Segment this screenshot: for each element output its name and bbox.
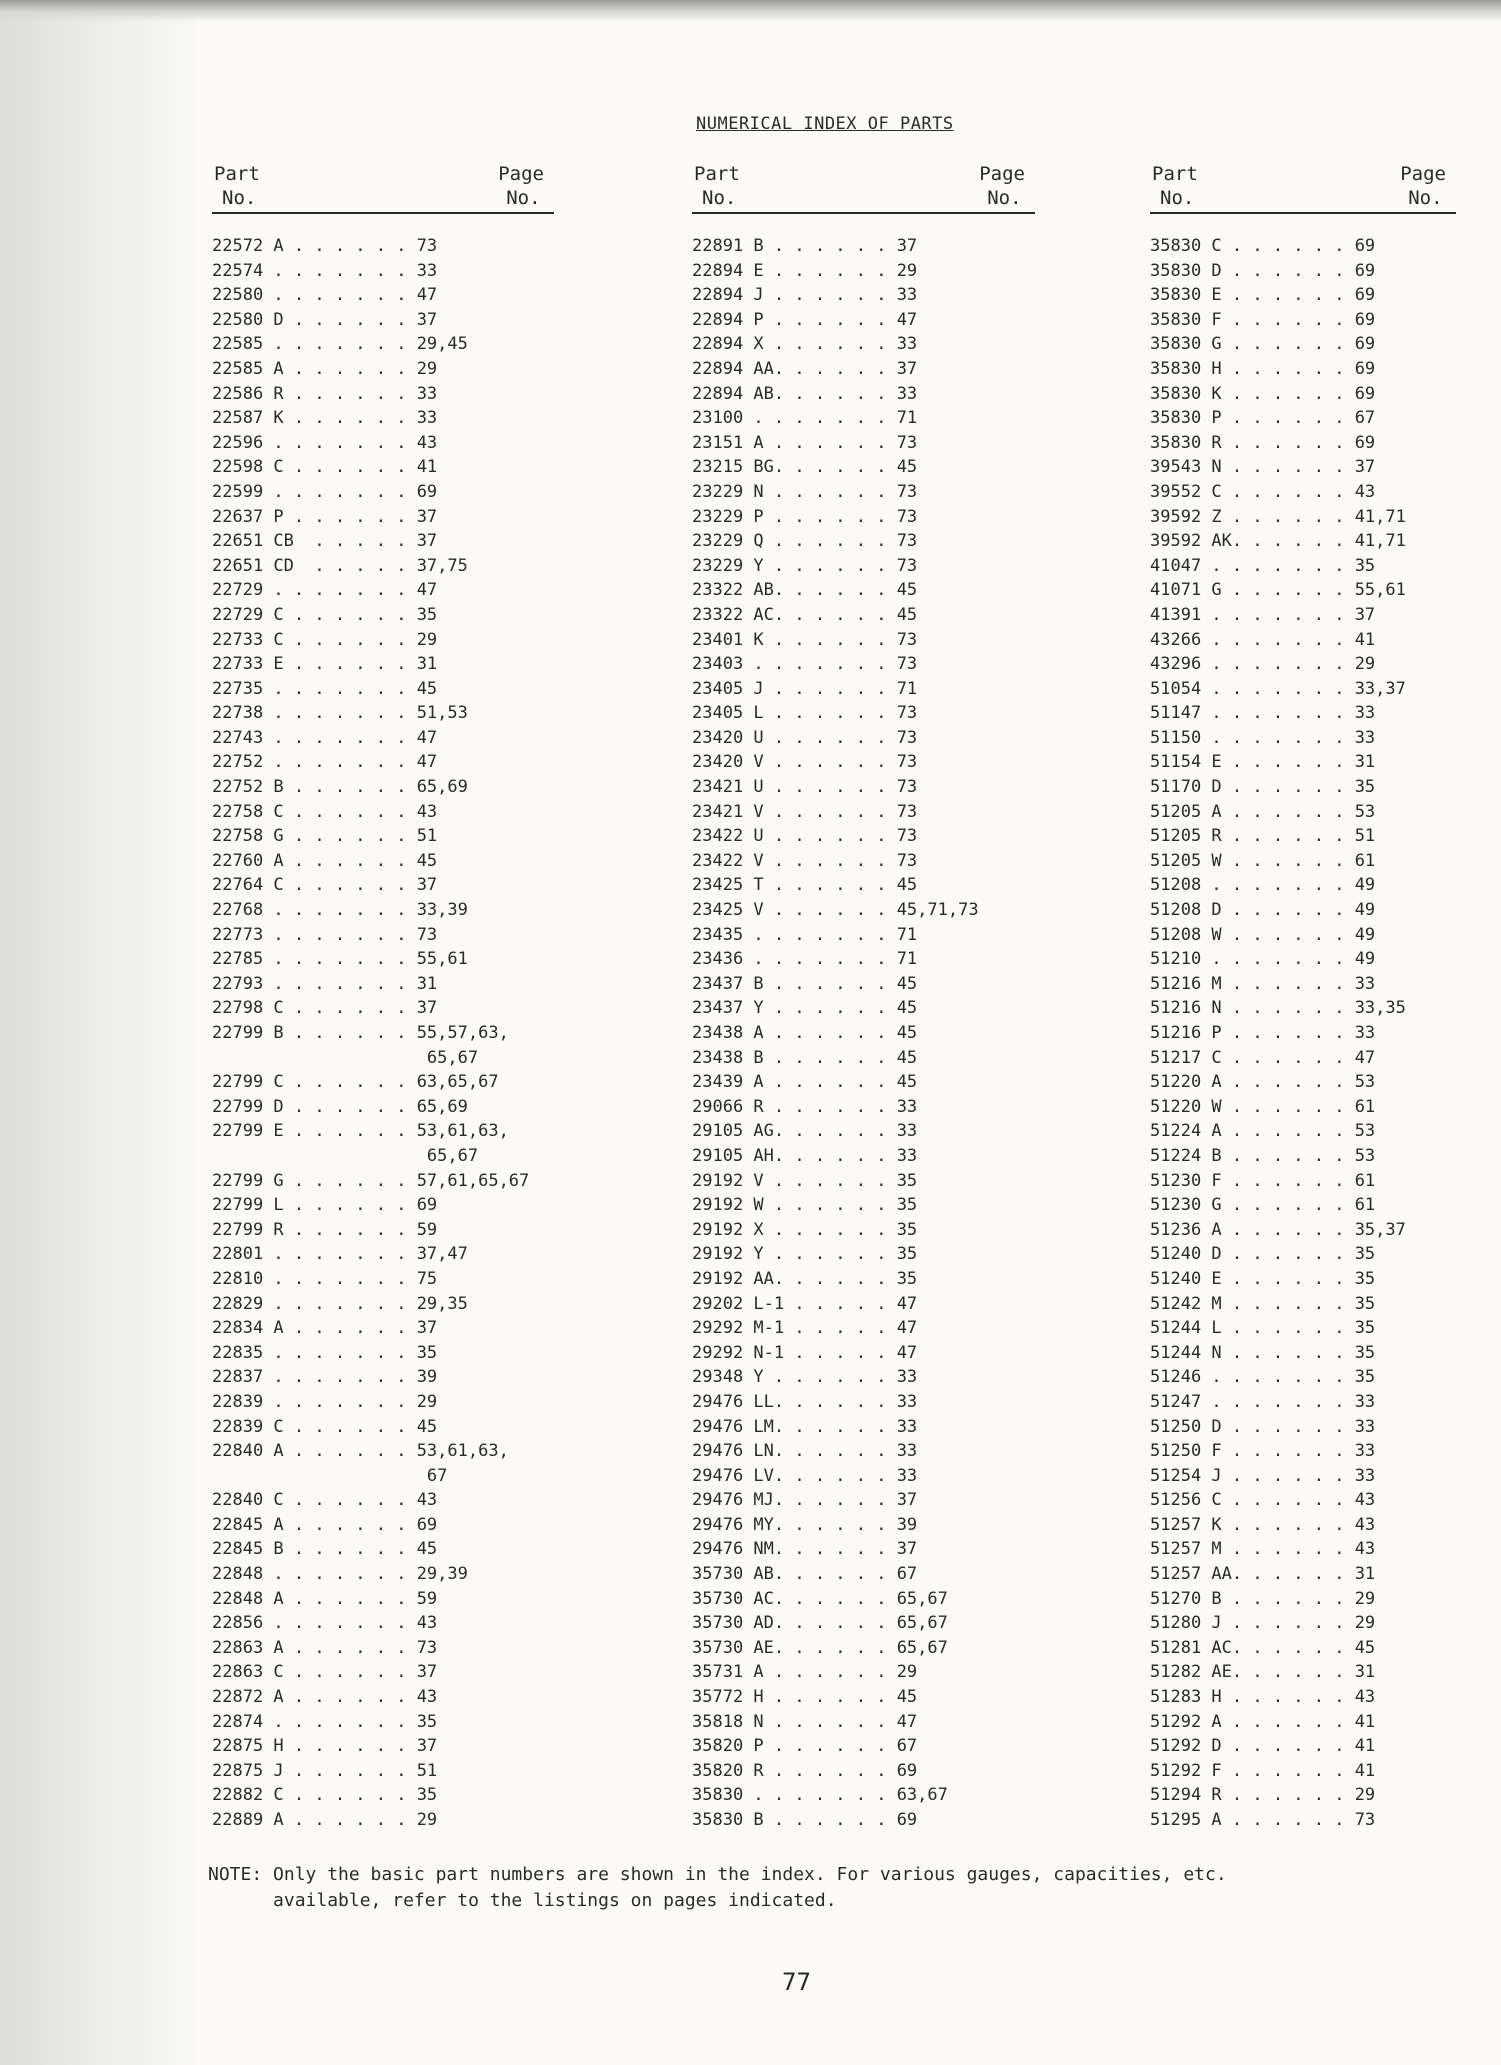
index-entry: 29476 MJ. . . . . . 37 — [692, 1490, 918, 1511]
index-entry: 51205 R . . . . . . 51 — [1150, 826, 1376, 847]
index-column-2 — [692, 162, 1035, 1833]
index-entry: 23438 A . . . . . . 45 — [692, 1023, 918, 1043]
index-entry: 51217 C . . . . . . 47 — [1150, 1047, 1376, 1068]
index-entry: 22758 C . . . . . . 43 — [212, 801, 438, 822]
index-entry: 29476 MY. . . . . . 39 — [692, 1514, 918, 1535]
index-entry: 22738 . . . . . . . 51,53 — [212, 703, 468, 724]
index-entry: 51294 R . . . . . . 29 — [1150, 1785, 1376, 1806]
index-column-1 — [212, 162, 554, 1833]
index-entry: 22729 . . . . . . . 47 — [212, 580, 438, 601]
index-entry: 51147 . . . . . . . 33 — [1150, 703, 1376, 724]
index-entry: 22848 . . . . . . . 29,39 — [212, 1564, 468, 1585]
index-entry: 23425 V . . . . . . 45,71,73 — [692, 900, 979, 921]
index-entry: 35820 P . . . . . . 67 — [692, 1736, 918, 1757]
index-entry: 51270 B . . . . . . 29 — [1150, 1588, 1376, 1609]
index-entry: 22810 . . . . . . . 75 — [212, 1268, 438, 1289]
index-entry: 51230 F . . . . . . 61 — [1150, 1170, 1376, 1191]
index-entry: 22799 L . . . . . . 69 — [212, 1195, 438, 1216]
index-entry: 22729 C . . . . . . 35 — [212, 604, 438, 625]
index-entry: 51250 F . . . . . . 33 — [1150, 1441, 1376, 1462]
index-rows — [212, 234, 554, 1833]
index-entry: 22580 . . . . . . . 47 — [212, 285, 438, 306]
page-no-heading: Page No. — [498, 163, 544, 209]
index-entry: 23229 Y . . . . . . 73 — [692, 555, 918, 576]
index-rows — [1150, 234, 1456, 1833]
index-entry: 51208 . . . . . . . 49 — [1150, 875, 1376, 896]
index-entry: 51242 M . . . . . . 35 — [1150, 1293, 1376, 1314]
index-entry: 51216 N . . . . . . 33,35 — [1150, 998, 1406, 1019]
index-entry: 23435 . . . . . . . 71 — [692, 924, 918, 945]
part-no-heading: Part No. — [694, 163, 740, 209]
footnote: NOTE: Only the basic part numbers are shown in the index. For various gauges, capacities, etc. available, refer to the listings on pages indicated. — [208, 1864, 1227, 1911]
index-entry: 23439 A . . . . . . 45 — [692, 1072, 918, 1093]
index-entry: 22599 . . . . . . . 69 — [212, 481, 438, 502]
index-entry: 35830 B . . . . . . 69 — [692, 1810, 918, 1830]
index-entry: 35772 H . . . . . . 45 — [692, 1687, 918, 1708]
index-entry: 22743 . . . . . . . 47 — [212, 727, 438, 748]
index-entry: 23403 . . . . . . . 73 — [692, 654, 918, 675]
index-entry: 35730 AD. . . . . . 65,67 — [692, 1613, 948, 1634]
index-entry: 22798 C . . . . . . 37 — [212, 998, 438, 1019]
index-entry: 22586 R . . . . . . 33 — [212, 383, 438, 404]
index-entry: 39552 C . . . . . . 43 — [1150, 481, 1376, 502]
index-entry: 29476 LN. . . . . . 33 — [692, 1441, 918, 1462]
column-header — [212, 162, 554, 214]
index-entry: 22839 C . . . . . . 45 — [212, 1416, 438, 1437]
index-entry: 51292 F . . . . . . 41 — [1150, 1760, 1376, 1781]
index-column-3 — [1150, 162, 1456, 1833]
index-entry: 51295 A . . . . . . 73 — [1150, 1810, 1376, 1830]
index-entry: 29348 Y . . . . . . 33 — [692, 1367, 918, 1388]
index-entry: 22574 . . . . . . . 33 — [212, 260, 438, 281]
index-entry: 22801 . . . . . . . 37,47 — [212, 1244, 468, 1265]
index-entry: 23422 U . . . . . . 73 — [692, 826, 918, 847]
index-entry: 22773 . . . . . . . 73 — [212, 924, 438, 945]
index-entry: 22651 CD . . . . . 37,75 — [212, 555, 468, 576]
index-entry: 23229 Q . . . . . . 73 — [692, 531, 918, 552]
index-entry: 29292 M-1 . . . . . 47 — [692, 1318, 918, 1339]
index-entry: 23422 V . . . . . . 73 — [692, 850, 918, 871]
index-entry: 39592 Z . . . . . . 41,71 — [1150, 506, 1406, 527]
index-entry: 35818 N . . . . . . 47 — [692, 1711, 918, 1732]
column-header — [1150, 162, 1456, 214]
index-entry: 22793 . . . . . . . 31 — [212, 973, 438, 994]
index-entry: 51154 E . . . . . . 31 — [1150, 752, 1376, 773]
index-entry: 51280 J . . . . . . 29 — [1150, 1613, 1376, 1634]
index-entry: 22785 . . . . . . . 55,61 — [212, 949, 468, 970]
index-entry: 39592 AK. . . . . . 41,71 — [1150, 531, 1406, 552]
index-entry: 51216 M . . . . . . 33 — [1150, 973, 1376, 994]
index-entry: 29476 LL. . . . . . 33 — [692, 1391, 918, 1412]
index-entry: 22758 G . . . . . . 51 — [212, 826, 438, 847]
index-entry: 35730 AC. . . . . . 65,67 — [692, 1588, 948, 1609]
index-entry: 22894 X . . . . . . 33 — [692, 334, 918, 355]
index-entry: 23401 K . . . . . . 73 — [692, 629, 918, 650]
part-no-heading: Part No. — [1152, 163, 1198, 209]
index-entry: 22837 . . . . . . . 39 — [212, 1367, 438, 1388]
index-entry: 22891 B . . . . . . 37 — [692, 236, 918, 256]
index-entry: 51208 W . . . . . . 49 — [1150, 924, 1376, 945]
index-entry: 51292 A . . . . . . 41 — [1150, 1711, 1376, 1732]
index-entry: 22882 C . . . . . . 35 — [212, 1785, 438, 1806]
index-entry: 35830 H . . . . . . 69 — [1150, 358, 1376, 379]
index-entry: 29192 V . . . . . . 35 — [692, 1170, 918, 1191]
index-entry: 51257 K . . . . . . 43 — [1150, 1514, 1376, 1535]
index-entry: 22894 AB. . . . . . 33 — [692, 383, 918, 404]
index-entry: 41071 G . . . . . . 55,61 — [1150, 580, 1406, 601]
index-entry: 51257 AA. . . . . . 31 — [1150, 1564, 1376, 1585]
page-no-heading: Page No. — [1400, 163, 1446, 209]
scanned-page-shadow — [0, 0, 195, 2065]
index-entry: 51210 . . . . . . . 49 — [1150, 949, 1376, 970]
index-entry: 22799 D . . . . . . 65,69 — [212, 1096, 468, 1117]
index-entry: 29105 AH. . . . . . 33 — [692, 1145, 918, 1166]
index-entry: 22799 G . . . . . . 57,61,65,67 — [212, 1170, 530, 1191]
index-entry: 35731 A . . . . . . 29 — [692, 1662, 918, 1683]
index-entry: 29105 AG. . . . . . 33 — [692, 1121, 918, 1142]
index-entry: 51205 W . . . . . . 61 — [1150, 850, 1376, 871]
index-entry: 35820 R . . . . . . 69 — [692, 1760, 918, 1781]
index-entry: 51240 E . . . . . . 35 — [1150, 1268, 1376, 1289]
index-entry: 22835 . . . . . . . 35 — [212, 1342, 438, 1363]
index-entry: 22651 CB . . . . . 37 — [212, 531, 438, 552]
index-entry: 22637 P . . . . . . 37 — [212, 506, 438, 527]
index-entry: 22840 A . . . . . . 53,61,63, 67 — [212, 1441, 509, 1486]
index-entry: 51150 . . . . . . . 33 — [1150, 727, 1376, 748]
index-entry: 29192 X . . . . . . 35 — [692, 1219, 918, 1240]
index-entry: 23322 AC. . . . . . 45 — [692, 604, 918, 625]
index-entry: 22845 B . . . . . . 45 — [212, 1539, 438, 1560]
index-entry: 22733 C . . . . . . 29 — [212, 629, 438, 650]
index-entry: 35830 E . . . . . . 69 — [1150, 285, 1376, 306]
index-entry: 22894 P . . . . . . 47 — [692, 309, 918, 330]
index-entry: 23420 U . . . . . . 73 — [692, 727, 918, 748]
index-entry: 23437 Y . . . . . . 45 — [692, 998, 918, 1019]
index-entry: 51246 . . . . . . . 35 — [1150, 1367, 1376, 1388]
index-entry: 29476 NM. . . . . . 37 — [692, 1539, 918, 1560]
index-entry: 51240 D . . . . . . 35 — [1150, 1244, 1376, 1265]
index-entry: 22735 . . . . . . . 45 — [212, 678, 438, 699]
index-entry: 22848 A . . . . . . 59 — [212, 1588, 438, 1609]
index-entry: 29192 AA. . . . . . 35 — [692, 1268, 918, 1289]
index-entry: 51170 D . . . . . . 35 — [1150, 777, 1376, 798]
index-entry: 51216 P . . . . . . 33 — [1150, 1023, 1376, 1043]
index-entry: 51257 M . . . . . . 43 — [1150, 1539, 1376, 1560]
index-entry: 51256 C . . . . . . 43 — [1150, 1490, 1376, 1511]
index-entry: 22585 A . . . . . . 29 — [212, 358, 438, 379]
index-entry: 23229 P . . . . . . 73 — [692, 506, 918, 527]
index-entry: 35830 K . . . . . . 69 — [1150, 383, 1376, 404]
index-entry: 29292 N-1 . . . . . 47 — [692, 1342, 918, 1363]
index-entry: 51236 A . . . . . . 35,37 — [1150, 1219, 1406, 1240]
index-entry: 22598 C . . . . . . 41 — [212, 457, 438, 478]
index-entry: 22894 E . . . . . . 29 — [692, 260, 918, 281]
index-entry: 22834 A . . . . . . 37 — [212, 1318, 438, 1339]
index-entry: 22875 H . . . . . . 37 — [212, 1736, 438, 1757]
index-entry: 23438 B . . . . . . 45 — [692, 1047, 918, 1068]
index-entry: 22840 C . . . . . . 43 — [212, 1490, 438, 1511]
index-entry: 51254 J . . . . . . 33 — [1150, 1465, 1376, 1486]
index-entry: 22596 . . . . . . . 43 — [212, 432, 438, 453]
scanned-top-edge — [0, 0, 1501, 22]
index-entry: 51282 AE. . . . . . 31 — [1150, 1662, 1376, 1683]
index-entry: 22863 A . . . . . . 73 — [212, 1637, 438, 1658]
index-entry: 22829 . . . . . . . 29,35 — [212, 1293, 468, 1314]
index-entry: 22572 A . . . . . . 73 — [212, 236, 438, 256]
index-entry: 22856 . . . . . . . 43 — [212, 1613, 438, 1634]
index-entry: 35830 . . . . . . . 63,67 — [692, 1785, 948, 1806]
index-entry: 23405 L . . . . . . 73 — [692, 703, 918, 724]
index-entry: 51220 A . . . . . . 53 — [1150, 1072, 1376, 1093]
index-entry: 23421 V . . . . . . 73 — [692, 801, 918, 822]
index-entry: 43266 . . . . . . . 41 — [1150, 629, 1376, 650]
page-no-heading: Page No. — [979, 163, 1025, 209]
index-entry: 22752 B . . . . . . 65,69 — [212, 777, 468, 798]
index-entry: 39543 N . . . . . . 37 — [1150, 457, 1376, 478]
index-entry: 22580 D . . . . . . 37 — [212, 309, 438, 330]
index-entry: 51244 L . . . . . . 35 — [1150, 1318, 1376, 1339]
index-entry: 29192 W . . . . . . 35 — [692, 1195, 918, 1216]
index-entry: 29202 L-1 . . . . . 47 — [692, 1293, 918, 1314]
index-entry: 29066 R . . . . . . 33 — [692, 1096, 918, 1117]
index-entry: 23322 AB. . . . . . 45 — [692, 580, 918, 601]
index-entry: 29476 LM. . . . . . 33 — [692, 1416, 918, 1437]
index-entry: 51208 D . . . . . . 49 — [1150, 900, 1376, 921]
part-no-heading: Part No. — [214, 163, 260, 209]
index-entry: 29476 LV. . . . . . 33 — [692, 1465, 918, 1486]
index-entry: 41047 . . . . . . . 35 — [1150, 555, 1376, 576]
index-entry: 23420 V . . . . . . 73 — [692, 752, 918, 773]
index-entry: 22752 . . . . . . . 47 — [212, 752, 438, 773]
index-entry: 35730 AB. . . . . . 67 — [692, 1564, 918, 1585]
index-entry: 23437 B . . . . . . 45 — [692, 973, 918, 994]
index-entry: 51250 D . . . . . . 33 — [1150, 1416, 1376, 1437]
index-entry: 22799 C . . . . . . 63,65,67 — [212, 1072, 499, 1093]
index-entry: 23421 U . . . . . . 73 — [692, 777, 918, 798]
index-entry: 35830 R . . . . . . 69 — [1150, 432, 1376, 453]
index-entry: 22799 E . . . . . . 53,61,63, 65,67 — [212, 1121, 509, 1166]
index-entry: 51244 N . . . . . . 35 — [1150, 1342, 1376, 1363]
index-entry: 23229 N . . . . . . 73 — [692, 481, 918, 502]
index-entry: 22894 AA. . . . . . 37 — [692, 358, 918, 379]
index-entry: 35830 D . . . . . . 69 — [1150, 260, 1376, 281]
index-entry: 22585 . . . . . . . 29,45 — [212, 334, 468, 355]
column-header — [692, 162, 1035, 214]
index-entry: 22839 . . . . . . . 29 — [212, 1391, 438, 1412]
index-entry: 51292 D . . . . . . 41 — [1150, 1736, 1376, 1757]
index-entry: 41391 . . . . . . . 37 — [1150, 604, 1376, 625]
index-entry: 51224 B . . . . . . 53 — [1150, 1145, 1376, 1166]
index-entry: 22760 A . . . . . . 45 — [212, 850, 438, 871]
index-entry: 51054 . . . . . . . 33,37 — [1150, 678, 1406, 699]
index-entry: 43296 . . . . . . . 29 — [1150, 654, 1376, 675]
index-entry: 22587 K . . . . . . 33 — [212, 408, 438, 429]
index-entry: 23100 . . . . . . . 71 — [692, 408, 918, 429]
index-entry: 51205 A . . . . . . 53 — [1150, 801, 1376, 822]
index-entry: 22768 . . . . . . . 33,39 — [212, 900, 468, 921]
index-entry: 22863 C . . . . . . 37 — [212, 1662, 438, 1683]
index-entry: 35830 C . . . . . . 69 — [1150, 236, 1376, 256]
index-entry: 51230 G . . . . . . 61 — [1150, 1195, 1376, 1216]
index-rows — [692, 234, 1035, 1833]
index-entry: 22799 B . . . . . . 55,57,63, 65,67 — [212, 1023, 509, 1068]
index-entry: 23151 A . . . . . . 73 — [692, 432, 918, 453]
index-entry: 51220 W . . . . . . 61 — [1150, 1096, 1376, 1117]
index-entry: 22845 A . . . . . . 69 — [212, 1514, 438, 1535]
index-entry: 22764 C . . . . . . 37 — [212, 875, 438, 896]
index-entry: 23436 . . . . . . . 71 — [692, 949, 918, 970]
index-entry: 23405 J . . . . . . 71 — [692, 678, 918, 699]
page-number: 77 — [782, 1968, 811, 1996]
index-entry: 51281 AC. . . . . . 45 — [1150, 1637, 1376, 1658]
index-entry: 35830 P . . . . . . 67 — [1150, 408, 1376, 429]
index-entry: 29192 Y . . . . . . 35 — [692, 1244, 918, 1265]
index-entry: 22875 J . . . . . . 51 — [212, 1760, 438, 1781]
index-entry: 35830 G . . . . . . 69 — [1150, 334, 1376, 355]
index-entry: 51283 H . . . . . . 43 — [1150, 1687, 1376, 1708]
index-entry: 22872 A . . . . . . 43 — [212, 1687, 438, 1708]
index-entry: 35830 F . . . . . . 69 — [1150, 309, 1376, 330]
index-entry: 51247 . . . . . . . 33 — [1150, 1391, 1376, 1412]
index-entry: 51224 A . . . . . . 53 — [1150, 1121, 1376, 1142]
page-title: NUMERICAL INDEX OF PARTS — [696, 114, 954, 134]
index-entry: 22894 J . . . . . . 33 — [692, 285, 918, 306]
index-entry: 22799 R . . . . . . 59 — [212, 1219, 438, 1240]
index-entry: 22874 . . . . . . . 35 — [212, 1711, 438, 1732]
index-entry: 35730 AE. . . . . . 65,67 — [692, 1637, 948, 1658]
index-entry: 22889 A . . . . . . 29 — [212, 1810, 438, 1830]
index-entry: 23215 BG. . . . . . 45 — [692, 457, 918, 478]
index-entry: 23425 T . . . . . . 45 — [692, 875, 918, 896]
index-entry: 22733 E . . . . . . 31 — [212, 654, 438, 675]
